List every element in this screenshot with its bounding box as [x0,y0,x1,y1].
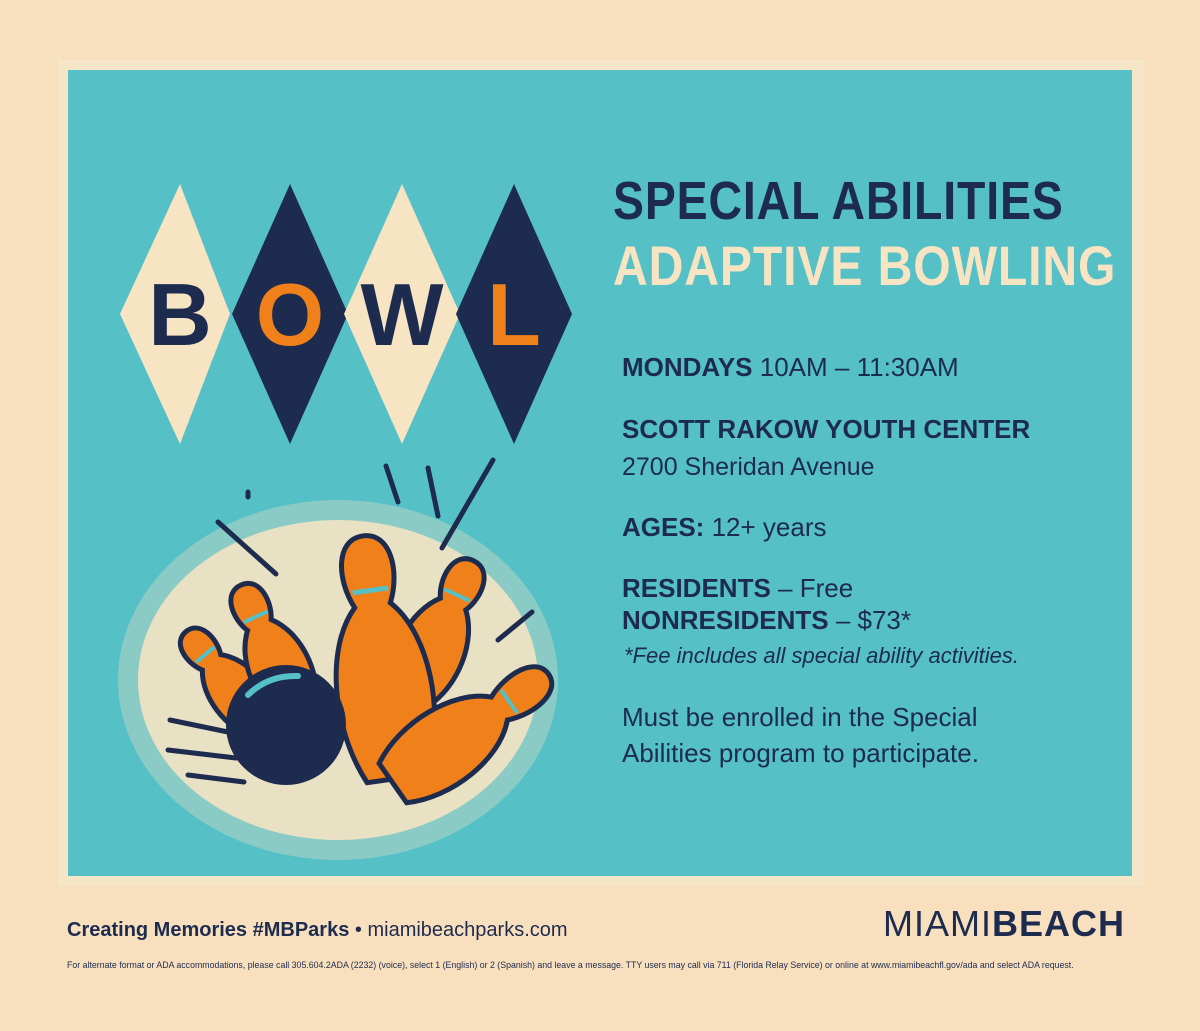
footer-tagline [67,919,568,942]
nonresidents-fee: – $73* [835,605,911,635]
enrollment-line-1: Must be enrolled in the Special [622,702,978,732]
poster-panel [68,70,1132,876]
nonresidents-line [622,607,911,633]
logo-miami: MIAMI [883,903,992,944]
venue-address: 2700 Sheridan Avenue [622,453,875,481]
days-label: MONDAYS [622,352,753,382]
website-link[interactable]: miamibeachparks.com [367,919,568,941]
residents-fee: – Free [778,573,854,603]
miami-beach-logo [883,903,1125,945]
bowl-letter-l: L [487,265,541,364]
bowl-letter-b: B [148,265,212,364]
title-line-1: SPECIAL ABILITIES [613,171,1064,231]
schedule-line [622,354,959,380]
enrollment-line-2: Abilities program to participate. [622,738,979,768]
ages-label: AGES: [622,512,705,542]
time-value: 10AM – 11:30AM [759,352,959,382]
ages-line [622,514,826,540]
bowl-letter-w: W [360,265,444,364]
venue-name: SCOTT RAKOW YOUTH CENTER [622,414,1031,444]
residents-label: RESIDENTS [622,573,771,603]
footer-separator: • [354,919,362,941]
ages-value: 12+ years [711,512,827,542]
ada-disclaimer: For alternate format or ADA accommodations, please call 305.604.2ADA (2232) (voice), select 1 (English) or 2 (Spanish) and leave a message. TTY users may call via 711 (Florida Relay Service) or online at www.miamibeachfl.gov/ada and select ADA request. [67,960,1074,971]
tagline-text: Creating Memories #MBParks [67,919,350,941]
fee-note: *Fee includes all special ability activities. [624,643,1019,668]
residents-line [622,575,853,601]
title-line-2: ADAPTIVE BOWLING [613,234,1117,297]
logo-beach: BEACH [992,903,1126,944]
nonresidents-label: NONRESIDENTS [622,605,829,635]
bowling-ball [226,665,346,785]
bowl-letter-o: O [255,265,325,364]
